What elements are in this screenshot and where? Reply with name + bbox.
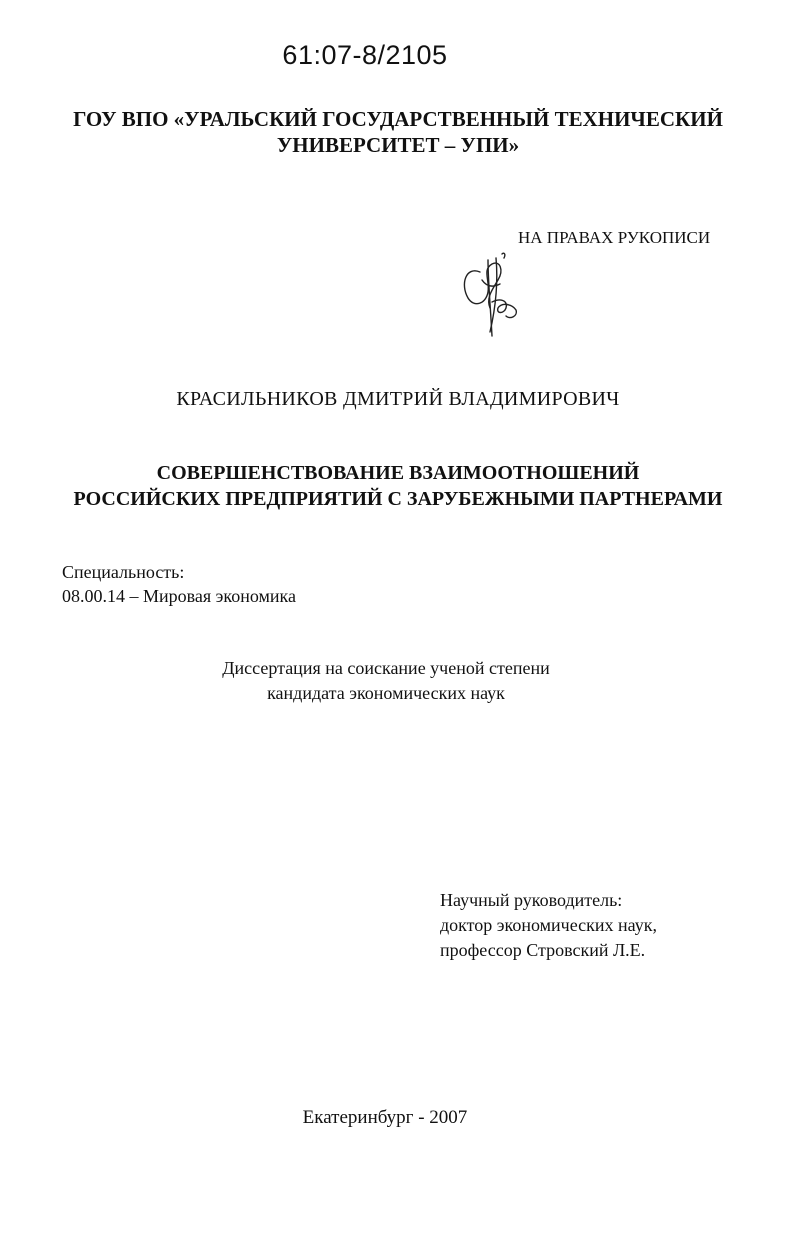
city-year: Екатеринбург - 2007	[302, 1107, 468, 1128]
dissertation-degree	[0, 656, 772, 706]
author-name: КРАСИЛЬНИКОВ ДМИТРИЙ ВЛАДИМИРОВИЧ	[176, 388, 620, 410]
specialty-label: Специальность:	[62, 562, 185, 582]
degree-line-1: Диссертация на соискание ученой степени	[222, 658, 550, 678]
specialty-value: 08.00.14 – Мировая экономика	[62, 586, 296, 606]
document-code: 61:07-8/2105	[282, 40, 448, 70]
institution-line-1: ГОУ ВПО «УРАЛЬСКИЙ ГОСУДАРСТВЕННЫЙ ТЕХНИЧЕСКИЙ	[73, 107, 723, 131]
title-line-2: РОССИЙСКИХ ПРЕДПРИЯТИЙ С ЗАРУБЕЖНЫМИ ПАРТНЕРАМИ	[73, 488, 723, 510]
supervisor-degree: доктор экономических наук,	[440, 915, 657, 935]
dissertation-title	[30, 460, 766, 512]
title-line-1: СОВЕРШЕНСТВОВАНИЕ ВЗАИМООТНОШЕНИЙ	[156, 462, 640, 484]
supervisor-label: Научный руководитель:	[440, 890, 623, 910]
institution-name	[40, 106, 756, 158]
manuscript-rights: НА ПРАВАХ РУКОПИСИ	[518, 228, 711, 247]
specialty-block	[62, 560, 296, 608]
supervisor-block	[440, 888, 657, 963]
institution-line-2: УНИВЕРСИТЕТ – УПИ»	[276, 133, 520, 157]
handwritten-signature-icon	[452, 240, 532, 340]
degree-line-2: кандидата экономических наук	[267, 683, 505, 703]
supervisor-name: профессор Стровский Л.Е.	[440, 940, 646, 960]
